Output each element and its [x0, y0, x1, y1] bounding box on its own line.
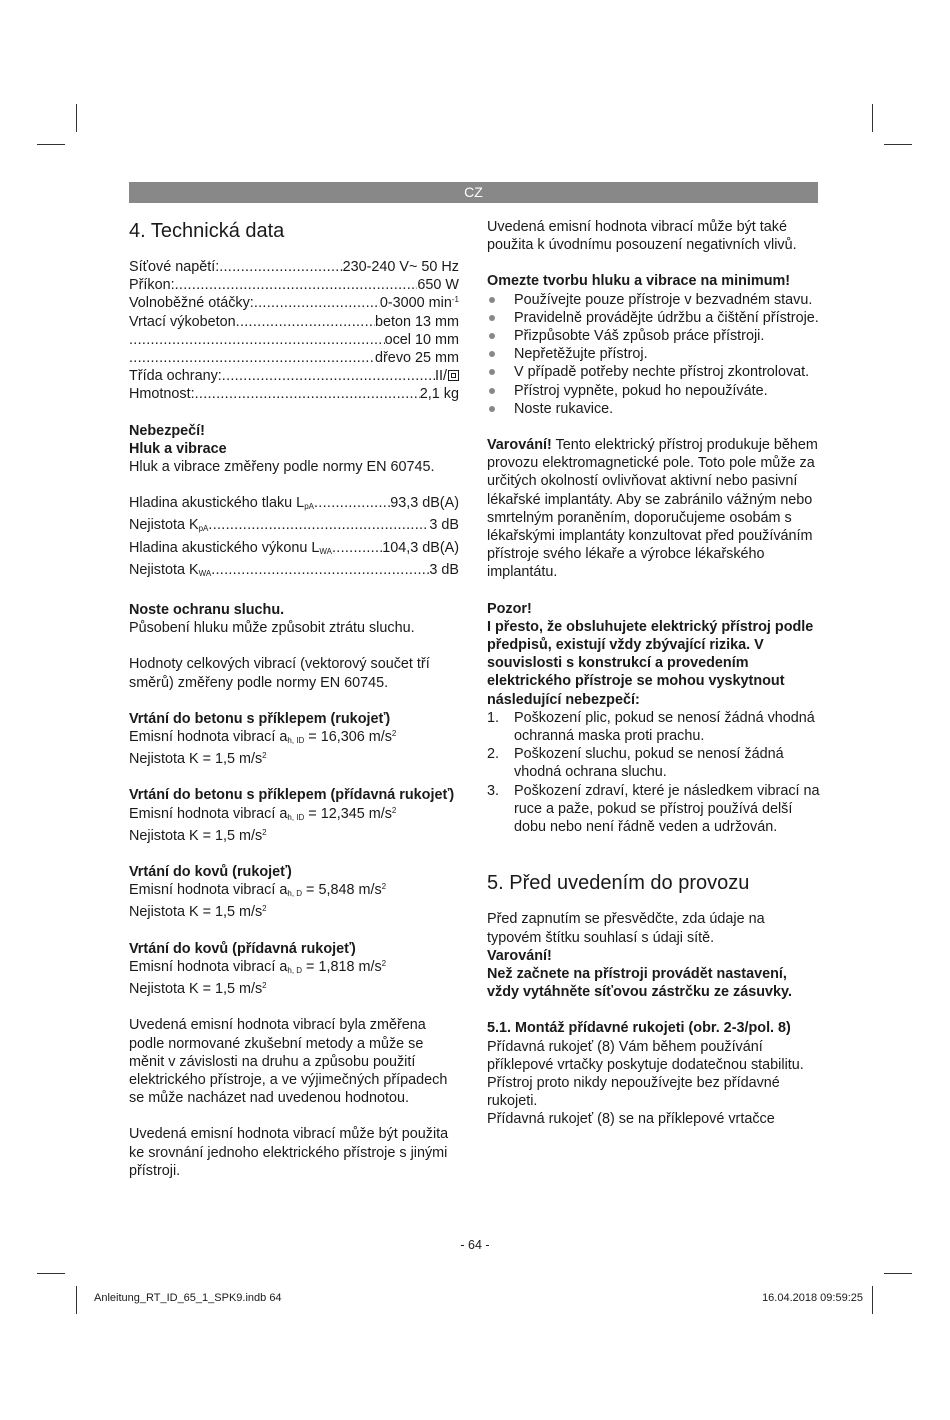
uncertainty-text: Nejistota K = 1,5 m/s	[129, 751, 263, 768]
noise-label	[129, 561, 211, 583]
uncertainty-text: Nejistota K = 1,5 m/s	[129, 981, 263, 998]
emission-label: Emisní hodnota vibrací a	[129, 882, 288, 899]
bullet-item: V případě potřeby nechte přístroj zkontrolovat.	[487, 363, 821, 381]
footer-timestamp: 16.04.2018 09:59:25	[762, 1292, 863, 1304]
spec-value: beton 13 mm	[375, 313, 459, 330]
spec-value: 650 W	[417, 277, 459, 294]
bullet-item: Přístroj vypněte, pokud ho nepoužíváte.	[487, 382, 821, 400]
bullet-item: Pravidelně provádějte údržbu a čištění přístroje.	[487, 309, 821, 327]
section5-warning-text: Než začnete na přístroji provádět nastavení, vždy vytáhněte síťovou zástrčku ze zásuvky.	[487, 965, 792, 1001]
noise-heading: Hluk a vibrace	[129, 440, 227, 457]
emission-value	[129, 805, 459, 827]
language-header-band	[129, 182, 818, 203]
bullet-item: Přizpůsobte Váš způsob práce přístroji.	[487, 327, 821, 345]
noise-value: 93,3 dB(A)	[390, 495, 459, 512]
noise-value: 3 dB	[429, 561, 459, 578]
subsection-text: Přídavná rukojeť (8) Vám během používání příklepové vrtačky poskytuje dodatečnou stabilitu. Přístroj proto nikdy nepoužívejte bez přídavné rukojeti.	[487, 1038, 804, 1110]
crop-mark	[872, 1286, 873, 1314]
section5-warning-label: Varování!	[487, 947, 552, 964]
emission-value	[129, 881, 459, 903]
spacer	[129, 768, 459, 786]
crop-mark	[884, 144, 912, 145]
spec-row	[129, 331, 459, 349]
unit-superscript: 2	[381, 958, 387, 968]
risk-text: Poškození zdraví, které je následkem vibrací na ruce a paže, pokud se přístroj používá delší dobu nebo není řádně veden a udržován.	[514, 782, 820, 836]
leader-dots	[254, 294, 380, 312]
unit-superscript: -1	[451, 295, 459, 305]
uncertainty-text: Nejistota K = 1,5 m/s	[129, 827, 263, 844]
crop-mark	[37, 1273, 65, 1274]
risk-item	[487, 782, 821, 837]
intro-text: Uvedená emisní hodnota vibrací může být také použita k úvodnímu posouzení negativních vlivů.	[487, 219, 797, 254]
spec-row	[129, 276, 459, 294]
section5-text: Před zapnutím se přesvědčte, zda údaje na typovém štítku souhlasí s údaji sítě.	[487, 911, 765, 946]
crop-mark	[76, 104, 77, 132]
uncertainty-value	[129, 750, 459, 768]
danger-label: Nebezpečí!	[129, 422, 205, 439]
leader-dots	[222, 367, 435, 385]
unit-superscript: 2	[381, 882, 387, 892]
noise-row	[129, 516, 459, 538]
noise-text: Hluk a vibrace změřeny podle normy EN 60745.	[129, 459, 435, 476]
section-title: 5. Před uvedením do provozu	[487, 872, 750, 895]
right-column	[487, 218, 821, 1129]
spacer	[129, 922, 459, 940]
unit-superscript: 2	[262, 904, 267, 914]
subsection-text: Přídavná rukojeť (8) se na příklepové vrtačce	[487, 1111, 775, 1128]
unit-superscript: 2	[262, 827, 267, 837]
spec-label: Příkon:	[129, 277, 175, 294]
emission-label: Emisní hodnota vibrací a	[129, 729, 288, 746]
vibration-heading: Vrtání do betonu s příklepem (rukojeť)	[129, 710, 391, 727]
language-code: CZ	[464, 184, 483, 200]
spec-row	[129, 349, 459, 367]
noise-label	[129, 539, 332, 561]
bullet-list	[487, 291, 821, 418]
noise-subscript: WA	[198, 568, 212, 578]
leader-dots	[195, 385, 420, 403]
leader-dots	[208, 516, 429, 538]
leader-dots	[129, 349, 375, 367]
protection-class-ii-icon	[448, 370, 459, 381]
emission-subscript: h, D	[287, 965, 303, 975]
noise-value: 104,3 dB(A)	[382, 539, 459, 556]
noise-label	[129, 516, 208, 538]
spacer	[129, 845, 459, 863]
vibration-paragraph: Uvedená emisní hodnota vibrací byla změřena podle normované zkušební metody a může se měnit v závislosti na druhu a způsobu použití elektrického přístroje, a ve výjimečných případech se může nacházet nad uvedenou hodnotou.	[129, 1017, 448, 1107]
bullet-item: Používejte pouze přístroje v bezvadném stavu.	[487, 291, 821, 309]
footer-filename: Anleitung_RT_ID_65_1_SPK9.indb 64	[94, 1292, 282, 1304]
uncertainty-value	[129, 980, 459, 998]
vibration-heading: Vrtání do betonu s příklepem (přídavná rukojeť)	[129, 787, 455, 804]
caution-text: I přesto, že obsluhujete elektrický přístroj podle předpisů, existují vždy zbývající rizika. V souvislosti s konstrukcí a provedením elektrického přístroje se mohou vyskytnout následující nebezpečí:	[487, 618, 814, 708]
noise-label-text: Nejistota K	[129, 561, 199, 578]
emission-label: Emisní hodnota vibrací a	[129, 958, 288, 975]
noise-values	[129, 494, 459, 583]
spec-label: Třída ochrany:	[129, 368, 222, 385]
caution-label: Pozor!	[487, 600, 532, 617]
emission-number: = 12,345 m/s	[304, 805, 392, 822]
uncertainty-value	[129, 827, 459, 845]
spec-value: ocel 10 mm	[384, 331, 459, 348]
leader-dots	[175, 276, 418, 294]
unit-superscript: 2	[391, 805, 397, 815]
crop-mark	[872, 104, 873, 132]
risk-item	[487, 745, 821, 781]
crop-mark	[76, 1286, 77, 1314]
uncertainty-text: Nejistota K = 1,5 m/s	[129, 904, 263, 921]
spec-value: dřevo 25 mm	[375, 350, 459, 367]
section-title: 4. Technická data	[129, 220, 285, 242]
spec-row	[129, 258, 459, 276]
warning-text: Tento elektrický přístroj produkuje během provozu elektromagnetické pole. Toto pole může za určitých okolností ovlivňovat aktivní nebo pasivní lékařské implantáty. Aby se zabránilo vážným nebo smrtelným poraněním, doporučujeme osobám s lékařskými implantáty konzultovat před používáním přístroje svého lékaře a výrobce lékařského implantátu.	[487, 437, 818, 581]
unit-superscript: 2	[262, 981, 267, 991]
minimize-heading: Omezte tvorbu hluku a vibrace na minimum!	[487, 273, 791, 290]
spec-row	[129, 367, 459, 385]
emission-subscript: h, D	[287, 889, 303, 899]
spec-label: Síťové napětí:	[129, 259, 220, 275]
emission-value	[129, 958, 459, 980]
spec-row	[129, 294, 459, 312]
noise-label-text: Hladina akustického výkonu L	[129, 539, 320, 556]
spec-label: Volnoběžné otáčky:	[129, 295, 254, 312]
emission-label: Emisní hodnota vibrací a	[129, 805, 288, 822]
risk-item	[487, 709, 821, 745]
crop-mark	[884, 1273, 912, 1274]
noise-row	[129, 494, 459, 516]
emission-number: = 1,818 m/s	[302, 958, 382, 975]
vibration-blocks	[129, 710, 459, 1016]
uncertainty-value	[129, 903, 459, 921]
emission-number: = 16,306 m/s	[304, 729, 392, 746]
spacer	[129, 998, 459, 1016]
unit-superscript: 2	[391, 729, 397, 739]
noise-row	[129, 539, 459, 561]
leader-dots	[211, 561, 429, 583]
noise-row	[129, 561, 459, 583]
ear-protection-text: Působení hluku může způsobit ztrátu sluchu.	[129, 620, 415, 637]
ear-protection-heading: Noste ochranu sluchu.	[129, 602, 285, 619]
leader-dots	[314, 494, 390, 516]
risk-list	[487, 709, 821, 836]
risk-number: 2.	[487, 746, 500, 763]
spec-row	[129, 385, 459, 403]
spec-value: 0-3000 $\min^{-1}$	[379, 295, 459, 312]
risk-number: 3.	[487, 782, 500, 799]
noise-label-text: Hladina akustického tlaku L	[129, 495, 305, 512]
crop-mark	[37, 144, 65, 145]
emission-value	[129, 728, 459, 750]
noise-label-text: Nejistota K	[129, 517, 199, 534]
subsection-heading: 5.1. Montáž přídavné rukojeti (obr. 2-3/pol. 8)	[487, 1020, 791, 1037]
noise-label	[129, 494, 314, 516]
emission-subscript: h, ID	[287, 812, 305, 822]
warning-paragraph	[487, 436, 821, 582]
leader-dots	[129, 331, 385, 349]
leader-dots	[236, 313, 375, 331]
vibration-heading: Vrtání do kovů (přídavná rukojeť)	[129, 940, 356, 957]
spec-value: 2,1 kg	[419, 386, 459, 403]
leader-dots	[332, 539, 382, 561]
noise-subscript: pA	[304, 502, 314, 512]
vibration-total-text: Hodnoty celkových vibrací (vektorový součet tří směrů) změřeny podle normy EN 60745.	[129, 656, 430, 691]
bullet-item: Nepřetěžujte přístroj.	[487, 345, 821, 363]
spec-label: Vrtací výkobeton	[129, 313, 236, 330]
spec-list	[129, 258, 459, 404]
risk-number: 1.	[487, 709, 500, 726]
noise-subscript: pA	[198, 524, 209, 534]
risk-text: Poškození plic, pokud se nenosí žádná vhodná ochranná maska proti prachu.	[514, 709, 815, 745]
spec-row	[129, 313, 459, 331]
noise-value: 3 dB	[429, 517, 459, 534]
emission-number: = 5,848 m/s	[302, 882, 382, 899]
risk-text: Poškození sluchu, pokud se nenosí žádná vhodná ochrana sluchu.	[514, 746, 784, 781]
noise-subscript: WA	[319, 546, 332, 556]
emission-subscript: h, ID	[287, 736, 305, 746]
warning-label: Varování!	[487, 437, 552, 454]
vibration-paragraph: Uvedená emisní hodnota vibrací může být použita ke srovnání jednoho elektrického přístroje s jinými přístroji.	[129, 1126, 449, 1179]
unit-superscript: 2	[262, 751, 267, 761]
leader-dots	[219, 258, 342, 276]
spec-value: II/	[435, 367, 459, 385]
left-column	[129, 218, 459, 1180]
vibration-heading: Vrtání do kovů (rukojeť)	[129, 864, 292, 881]
bullet-item: Noste rukavice.	[487, 400, 821, 418]
spec-label: Hmotnost:	[129, 386, 195, 403]
spec-value: 230-240 V~ 50 Hz	[342, 259, 459, 275]
page-number: - 64 -	[460, 1238, 490, 1252]
